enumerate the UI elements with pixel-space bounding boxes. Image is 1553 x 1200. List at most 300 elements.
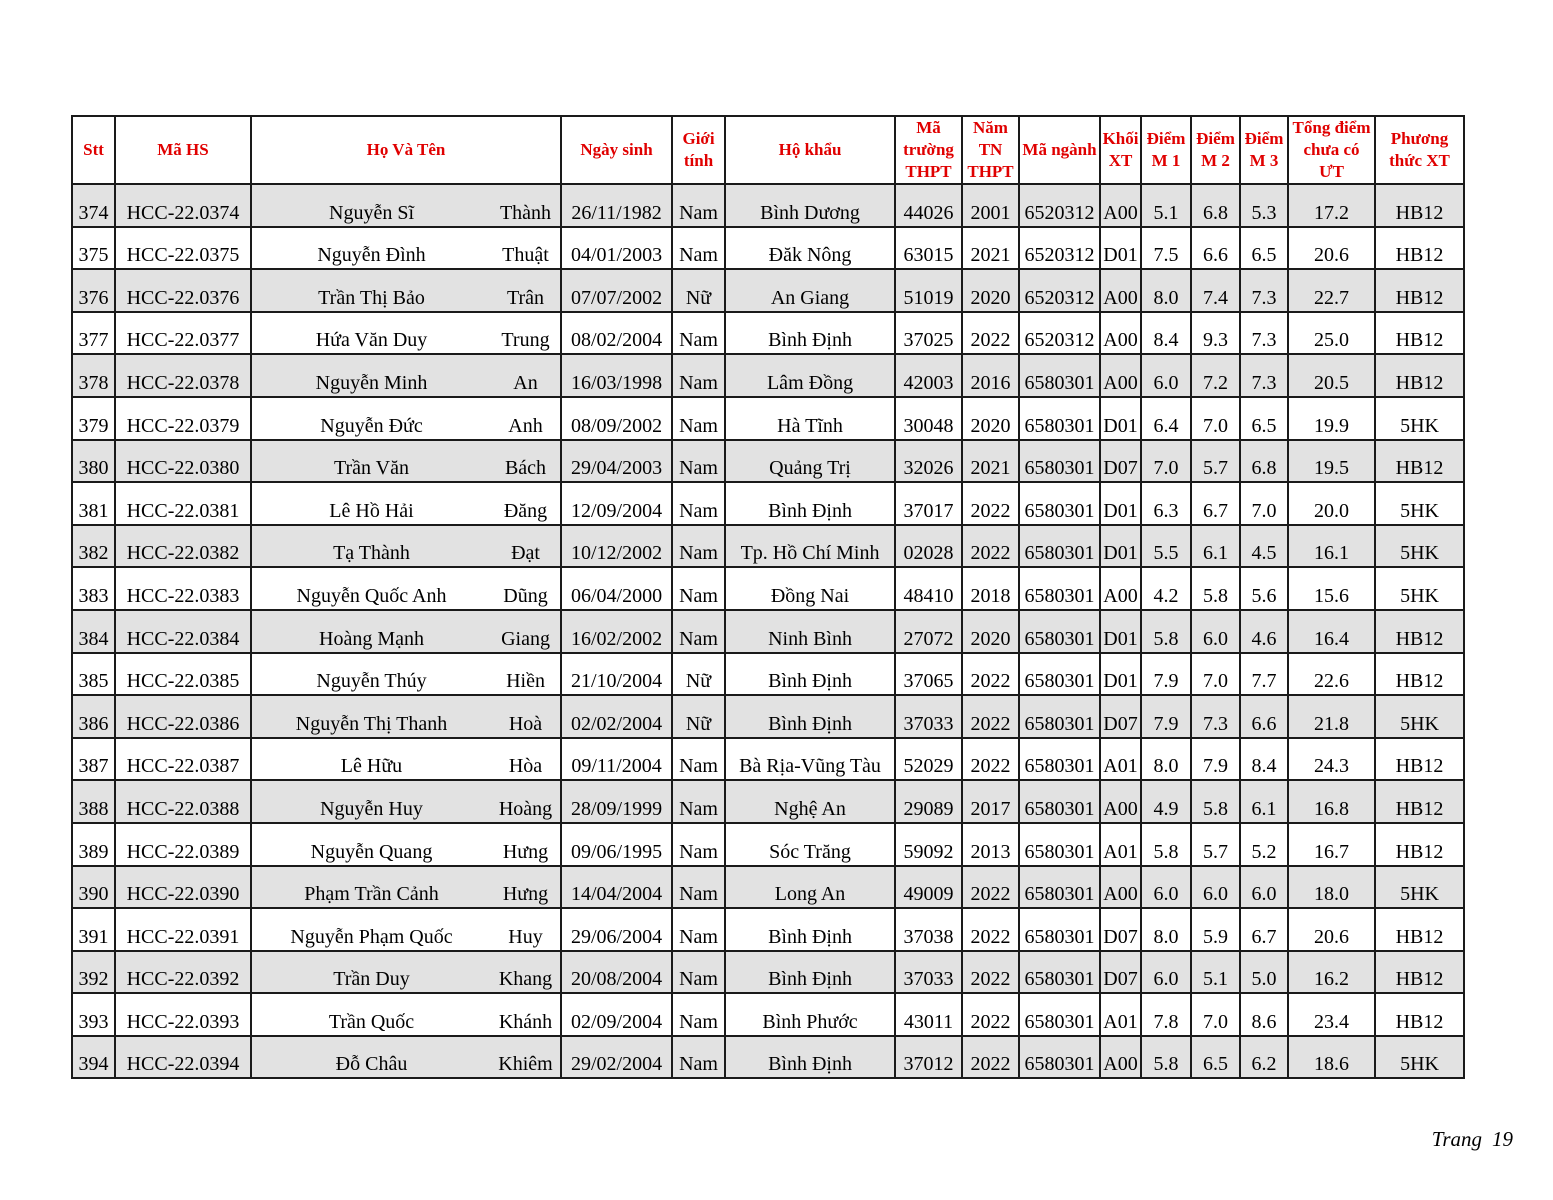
row-gioi-tinh: Nữ: [672, 695, 725, 738]
row-tong-diem: 25.0: [1288, 312, 1375, 355]
row-ma-truong: 37012: [895, 1036, 962, 1079]
row-gioi-tinh: Nam: [672, 908, 725, 951]
row-tong-diem: 16.2: [1288, 951, 1375, 994]
table-row: [72, 1036, 1464, 1079]
page-label: Trang: [1431, 1127, 1482, 1151]
row-diem-m2: 6.8: [1191, 184, 1240, 227]
row-gioi-tinh: Nữ: [672, 653, 725, 696]
row-khoi: D01: [1100, 482, 1141, 525]
table-row: [72, 397, 1464, 440]
row-ngay-sinh: 21/10/2004: [561, 653, 672, 696]
header-phuong-thuc: Phương thức XT: [1375, 116, 1464, 184]
row-diem-m3: 8.4: [1240, 738, 1288, 781]
row-ten: Hòa: [491, 738, 561, 781]
row-diem-m3: 7.3: [1240, 354, 1288, 397]
header-ma-truong: Mã trường THPT: [895, 116, 962, 184]
row-diem-m2: 5.7: [1191, 440, 1240, 483]
row-ma-hs: HCC-22.0391: [115, 908, 251, 951]
row-ten: Hưng: [491, 866, 561, 909]
row-ma-truong: 32026: [895, 440, 962, 483]
row-diem-m1: 4.9: [1141, 780, 1191, 823]
row-ma-nganh: 6580301: [1019, 525, 1100, 568]
table-row: [72, 184, 1464, 227]
row-diem-m2: 7.0: [1191, 653, 1240, 696]
row-stt: 384: [72, 610, 115, 653]
row-ngay-sinh: 29/04/2003: [561, 440, 672, 483]
row-ngay-sinh: 16/02/2002: [561, 610, 672, 653]
row-ma-truong: 52029: [895, 738, 962, 781]
row-ma-truong: 44026: [895, 184, 962, 227]
row-ma-hs: HCC-22.0386: [115, 695, 251, 738]
row-diem-m2: 6.0: [1191, 866, 1240, 909]
row-ma-nganh: 6580301: [1019, 482, 1100, 525]
row-diem-m1: 6.3: [1141, 482, 1191, 525]
row-diem-m3: 6.2: [1240, 1036, 1288, 1079]
row-ma-hs: HCC-22.0379: [115, 397, 251, 440]
row-diem-m3: 6.1: [1240, 780, 1288, 823]
row-nam-tn: 2017: [962, 780, 1019, 823]
table-row: [72, 738, 1464, 781]
row-ma-nganh: 6580301: [1019, 440, 1100, 483]
row-ma-hs: HCC-22.0383: [115, 567, 251, 610]
row-khoi: D01: [1100, 610, 1141, 653]
row-khoi: D07: [1100, 440, 1141, 483]
row-diem-m2: 6.5: [1191, 1036, 1240, 1079]
table-row: [72, 653, 1464, 696]
row-ho: Nguyễn Huy: [251, 780, 491, 823]
row-ho: Tạ Thành: [251, 525, 491, 568]
row-stt: 375: [72, 227, 115, 270]
row-stt: 390: [72, 866, 115, 909]
table-row: [72, 780, 1464, 823]
row-ho: Trần Quốc: [251, 993, 491, 1036]
row-phuong-thuc: HB12: [1375, 610, 1464, 653]
row-diem-m2: 7.0: [1191, 993, 1240, 1036]
row-ten: Anh: [491, 397, 561, 440]
row-ho-khau: Bình Định: [725, 1036, 895, 1079]
row-stt: 380: [72, 440, 115, 483]
row-ho-khau: An Giang: [725, 269, 895, 312]
row-tong-diem: 20.5: [1288, 354, 1375, 397]
row-nam-tn: 2022: [962, 312, 1019, 355]
row-ten: Bách: [491, 440, 561, 483]
row-ho: Nguyễn Phạm Quốc: [251, 908, 491, 951]
row-ma-hs: HCC-22.0382: [115, 525, 251, 568]
row-nam-tn: 2021: [962, 227, 1019, 270]
row-diem-m3: 7.3: [1240, 269, 1288, 312]
row-ma-nganh: 6580301: [1019, 653, 1100, 696]
row-ma-nganh: 6520312: [1019, 227, 1100, 270]
row-ho: Nguyễn Sĩ: [251, 184, 491, 227]
row-khoi: A00: [1100, 269, 1141, 312]
row-gioi-tinh: Nam: [672, 184, 725, 227]
row-ngay-sinh: 04/01/2003: [561, 227, 672, 270]
row-ho-khau: Bình Định: [725, 653, 895, 696]
row-ten: Giang: [491, 610, 561, 653]
row-ma-truong: 30048: [895, 397, 962, 440]
row-ma-truong: 63015: [895, 227, 962, 270]
row-ma-nganh: 6580301: [1019, 908, 1100, 951]
row-ho: Trần Duy: [251, 951, 491, 994]
row-ma-nganh: 6580301: [1019, 951, 1100, 994]
row-ma-nganh: 6580301: [1019, 397, 1100, 440]
row-stt: 386: [72, 695, 115, 738]
row-ho: Nguyễn Thị Thanh: [251, 695, 491, 738]
header-ma-hs: Mã HS: [115, 116, 251, 184]
row-ma-truong: 59092: [895, 823, 962, 866]
row-nam-tn: 2018: [962, 567, 1019, 610]
row-stt: 377: [72, 312, 115, 355]
row-diem-m1: 6.0: [1141, 951, 1191, 994]
row-ma-hs: HCC-22.0390: [115, 866, 251, 909]
row-phuong-thuc: HB12: [1375, 908, 1464, 951]
row-khoi: D07: [1100, 908, 1141, 951]
row-ho-khau: Tp. Hồ Chí Minh: [725, 525, 895, 568]
row-phuong-thuc: 5HK: [1375, 866, 1464, 909]
row-ho-khau: Nghệ An: [725, 780, 895, 823]
row-khoi: A01: [1100, 738, 1141, 781]
row-diem-m2: 5.7: [1191, 823, 1240, 866]
row-khoi: A00: [1100, 780, 1141, 823]
row-tong-diem: 19.9: [1288, 397, 1375, 440]
row-ma-hs: HCC-22.0393: [115, 993, 251, 1036]
row-ho: Phạm Trần Cảnh: [251, 866, 491, 909]
table-row: [72, 440, 1464, 483]
row-diem-m1: 8.0: [1141, 908, 1191, 951]
row-stt: 394: [72, 1036, 115, 1079]
row-khoi: D07: [1100, 951, 1141, 994]
row-stt: 389: [72, 823, 115, 866]
row-ho: Lê Hữu: [251, 738, 491, 781]
row-ten: Đạt: [491, 525, 561, 568]
row-tong-diem: 22.7: [1288, 269, 1375, 312]
row-ngay-sinh: 09/11/2004: [561, 738, 672, 781]
table-header-row: [72, 116, 1464, 184]
row-ho-khau: Bình Định: [725, 695, 895, 738]
row-tong-diem: 16.4: [1288, 610, 1375, 653]
row-ma-hs: HCC-22.0387: [115, 738, 251, 781]
row-tong-diem: 20.6: [1288, 227, 1375, 270]
page-number: 19: [1492, 1127, 1513, 1151]
row-nam-tn: 2022: [962, 866, 1019, 909]
table-row: [72, 354, 1464, 397]
row-tong-diem: 21.8: [1288, 695, 1375, 738]
row-stt: 378: [72, 354, 115, 397]
row-ho-khau: Quảng Trị: [725, 440, 895, 483]
row-ho-khau: Bình Dương: [725, 184, 895, 227]
row-phuong-thuc: HB12: [1375, 184, 1464, 227]
row-diem-m1: 6.0: [1141, 866, 1191, 909]
table-row: [72, 695, 1464, 738]
page-footer: [1432, 1127, 1513, 1152]
row-ho: Nguyễn Thúy: [251, 653, 491, 696]
table-row: [72, 525, 1464, 568]
row-diem-m3: 5.0: [1240, 951, 1288, 994]
row-ma-truong: 02028: [895, 525, 962, 568]
row-ngay-sinh: 26/11/1982: [561, 184, 672, 227]
row-ma-nganh: 6580301: [1019, 695, 1100, 738]
row-diem-m2: 7.9: [1191, 738, 1240, 781]
row-stt: 381: [72, 482, 115, 525]
row-phuong-thuc: HB12: [1375, 951, 1464, 994]
row-ten: Hưng: [491, 823, 561, 866]
row-khoi: A00: [1100, 312, 1141, 355]
row-diem-m3: 7.7: [1240, 653, 1288, 696]
row-gioi-tinh: Nam: [672, 525, 725, 568]
row-stt: 385: [72, 653, 115, 696]
header-ngay-sinh: Ngày sinh: [561, 116, 672, 184]
row-ma-hs: HCC-22.0378: [115, 354, 251, 397]
row-diem-m2: 5.9: [1191, 908, 1240, 951]
row-ten: An: [491, 354, 561, 397]
student-list-table: [71, 115, 1465, 1079]
header-diem-m2: Điểm M 2: [1191, 116, 1240, 184]
row-diem-m1: 5.1: [1141, 184, 1191, 227]
row-ngay-sinh: 28/09/1999: [561, 780, 672, 823]
row-ten: Hoà: [491, 695, 561, 738]
header-ho-khau: Hộ khẩu: [725, 116, 895, 184]
table-row: [72, 269, 1464, 312]
table-row: [72, 993, 1464, 1036]
row-diem-m2: 5.8: [1191, 780, 1240, 823]
row-ten: Khánh: [491, 993, 561, 1036]
row-tong-diem: 20.6: [1288, 908, 1375, 951]
row-nam-tn: 2022: [962, 738, 1019, 781]
row-ho: Nguyễn Đình: [251, 227, 491, 270]
row-khoi: D01: [1100, 653, 1141, 696]
row-ngay-sinh: 08/09/2002: [561, 397, 672, 440]
row-phuong-thuc: HB12: [1375, 653, 1464, 696]
row-diem-m3: 5.6: [1240, 567, 1288, 610]
row-ma-hs: HCC-22.0374: [115, 184, 251, 227]
header-tong-diem: Tổng điểm chưa có ƯT: [1288, 116, 1375, 184]
row-diem-m1: 5.5: [1141, 525, 1191, 568]
row-diem-m3: 6.6: [1240, 695, 1288, 738]
row-ho-khau: Long An: [725, 866, 895, 909]
row-ma-nganh: 6520312: [1019, 269, 1100, 312]
row-diem-m2: 6.1: [1191, 525, 1240, 568]
row-diem-m1: 7.0: [1141, 440, 1191, 483]
row-diem-m3: 6.5: [1240, 227, 1288, 270]
row-ten: Trung: [491, 312, 561, 355]
row-ma-hs: HCC-22.0377: [115, 312, 251, 355]
row-khoi: A01: [1100, 823, 1141, 866]
row-nam-tn: 2022: [962, 1036, 1019, 1079]
row-nam-tn: 2022: [962, 695, 1019, 738]
row-diem-m3: 6.0: [1240, 866, 1288, 909]
row-diem-m2: 7.4: [1191, 269, 1240, 312]
row-ho-khau: Đăk Nông: [725, 227, 895, 270]
row-nam-tn: 2022: [962, 951, 1019, 994]
row-diem-m3: 6.8: [1240, 440, 1288, 483]
row-ma-truong: 37033: [895, 695, 962, 738]
row-stt: 388: [72, 780, 115, 823]
row-ngay-sinh: 08/02/2004: [561, 312, 672, 355]
row-gioi-tinh: Nam: [672, 567, 725, 610]
row-nam-tn: 2013: [962, 823, 1019, 866]
row-tong-diem: 24.3: [1288, 738, 1375, 781]
row-tong-diem: 15.6: [1288, 567, 1375, 610]
row-ma-nganh: 6580301: [1019, 610, 1100, 653]
row-diem-m1: 5.8: [1141, 823, 1191, 866]
row-ma-nganh: 6580301: [1019, 567, 1100, 610]
row-ma-nganh: 6520312: [1019, 312, 1100, 355]
row-gioi-tinh: Nam: [672, 780, 725, 823]
row-ten: Đăng: [491, 482, 561, 525]
row-diem-m1: 7.9: [1141, 695, 1191, 738]
row-ho: Hứa Văn Duy: [251, 312, 491, 355]
row-diem-m3: 4.5: [1240, 525, 1288, 568]
row-ten: Khiêm: [491, 1036, 561, 1079]
row-phuong-thuc: HB12: [1375, 269, 1464, 312]
row-ma-truong: 42003: [895, 354, 962, 397]
row-ma-truong: 27072: [895, 610, 962, 653]
row-nam-tn: 2022: [962, 482, 1019, 525]
row-diem-m1: 4.2: [1141, 567, 1191, 610]
row-gioi-tinh: Nữ: [672, 269, 725, 312]
row-tong-diem: 18.0: [1288, 866, 1375, 909]
row-phuong-thuc: 5HK: [1375, 567, 1464, 610]
row-gioi-tinh: Nam: [672, 610, 725, 653]
row-tong-diem: 19.5: [1288, 440, 1375, 483]
row-ma-hs: HCC-22.0376: [115, 269, 251, 312]
row-ten: Trân: [491, 269, 561, 312]
row-tong-diem: 23.4: [1288, 993, 1375, 1036]
row-ngay-sinh: 02/02/2004: [561, 695, 672, 738]
row-ho-khau: Lâm Đồng: [725, 354, 895, 397]
row-ma-nganh: 6580301: [1019, 1036, 1100, 1079]
table-row: [72, 908, 1464, 951]
row-ma-nganh: 6520312: [1019, 184, 1100, 227]
row-diem-m3: 6.5: [1240, 397, 1288, 440]
row-stt: 379: [72, 397, 115, 440]
row-gioi-tinh: Nam: [672, 738, 725, 781]
row-gioi-tinh: Nam: [672, 312, 725, 355]
table-body: [72, 184, 1464, 1078]
row-ma-nganh: 6580301: [1019, 823, 1100, 866]
row-tong-diem: 20.0: [1288, 482, 1375, 525]
row-diem-m2: 5.1: [1191, 951, 1240, 994]
row-nam-tn: 2022: [962, 993, 1019, 1036]
row-gioi-tinh: Nam: [672, 1036, 725, 1079]
row-tong-diem: 18.6: [1288, 1036, 1375, 1079]
row-diem-m2: 7.0: [1191, 397, 1240, 440]
header-stt: Stt: [72, 116, 115, 184]
row-ma-truong: 29089: [895, 780, 962, 823]
row-tong-diem: 16.7: [1288, 823, 1375, 866]
row-gioi-tinh: Nam: [672, 440, 725, 483]
row-diem-m3: 7.0: [1240, 482, 1288, 525]
row-khoi: A00: [1100, 1036, 1141, 1079]
row-ho: Trần Văn: [251, 440, 491, 483]
row-diem-m1: 8.0: [1141, 269, 1191, 312]
row-phuong-thuc: HB12: [1375, 354, 1464, 397]
header-nam-tn: Năm TN THPT: [962, 116, 1019, 184]
row-ten: Thuật: [491, 227, 561, 270]
row-ho: Nguyễn Quang: [251, 823, 491, 866]
row-khoi: A01: [1100, 993, 1141, 1036]
row-phuong-thuc: 5HK: [1375, 1036, 1464, 1079]
row-ten: Thành: [491, 184, 561, 227]
row-ho-khau: Bình Định: [725, 908, 895, 951]
row-ma-hs: HCC-22.0380: [115, 440, 251, 483]
row-diem-m2: 9.3: [1191, 312, 1240, 355]
row-ho: Lê Hồ Hải: [251, 482, 491, 525]
row-ten: Hoàng: [491, 780, 561, 823]
row-ho-khau: Sóc Trăng: [725, 823, 895, 866]
row-ho: Nguyễn Quốc Anh: [251, 567, 491, 610]
row-diem-m1: 7.8: [1141, 993, 1191, 1036]
row-ma-hs: HCC-22.0389: [115, 823, 251, 866]
row-ho-khau: Bình Định: [725, 482, 895, 525]
row-phuong-thuc: HB12: [1375, 312, 1464, 355]
row-diem-m2: 7.2: [1191, 354, 1240, 397]
row-diem-m1: 5.8: [1141, 1036, 1191, 1079]
row-nam-tn: 2022: [962, 525, 1019, 568]
row-ngay-sinh: 07/07/2002: [561, 269, 672, 312]
table-row: [72, 482, 1464, 525]
table-row: [72, 866, 1464, 909]
header-ma-nganh: Mã ngành: [1019, 116, 1100, 184]
row-ma-truong: 37038: [895, 908, 962, 951]
header-diem-m3: Điểm M 3: [1240, 116, 1288, 184]
row-ten: Dũng: [491, 567, 561, 610]
row-ho: Đỗ Châu: [251, 1036, 491, 1079]
row-ho: Nguyễn Đức: [251, 397, 491, 440]
row-ho-khau: Bình Định: [725, 951, 895, 994]
row-phuong-thuc: 5HK: [1375, 397, 1464, 440]
row-phuong-thuc: HB12: [1375, 227, 1464, 270]
row-khoi: A00: [1100, 184, 1141, 227]
row-gioi-tinh: Nam: [672, 227, 725, 270]
row-phuong-thuc: HB12: [1375, 780, 1464, 823]
row-diem-m1: 7.9: [1141, 653, 1191, 696]
row-gioi-tinh: Nam: [672, 482, 725, 525]
row-ngay-sinh: 12/09/2004: [561, 482, 672, 525]
table-row: [72, 567, 1464, 610]
row-ho-khau: Bình Định: [725, 312, 895, 355]
row-khoi: D01: [1100, 227, 1141, 270]
row-ma-truong: 37033: [895, 951, 962, 994]
row-diem-m3: 5.3: [1240, 184, 1288, 227]
row-tong-diem: 17.2: [1288, 184, 1375, 227]
row-khoi: A00: [1100, 866, 1141, 909]
row-gioi-tinh: Nam: [672, 397, 725, 440]
table-row: [72, 312, 1464, 355]
row-nam-tn: 2020: [962, 397, 1019, 440]
row-ho: Trần Thị Bảo: [251, 269, 491, 312]
row-ma-truong: 49009: [895, 866, 962, 909]
row-gioi-tinh: Nam: [672, 866, 725, 909]
row-ho: Hoàng Mạnh: [251, 610, 491, 653]
row-ngay-sinh: 10/12/2002: [561, 525, 672, 568]
table-row: [72, 823, 1464, 866]
row-ma-nganh: 6580301: [1019, 738, 1100, 781]
row-nam-tn: 2021: [962, 440, 1019, 483]
row-tong-diem: 22.6: [1288, 653, 1375, 696]
row-khoi: D07: [1100, 695, 1141, 738]
row-nam-tn: 2020: [962, 269, 1019, 312]
row-ma-hs: HCC-22.0385: [115, 653, 251, 696]
row-ma-nganh: 6580301: [1019, 354, 1100, 397]
row-ma-truong: 51019: [895, 269, 962, 312]
row-ho-khau: Hà Tĩnh: [725, 397, 895, 440]
row-diem-m3: 7.3: [1240, 312, 1288, 355]
row-ho-khau: Bình Phước: [725, 993, 895, 1036]
row-ngay-sinh: 29/06/2004: [561, 908, 672, 951]
row-ngay-sinh: 06/04/2000: [561, 567, 672, 610]
row-ngay-sinh: 02/09/2004: [561, 993, 672, 1036]
